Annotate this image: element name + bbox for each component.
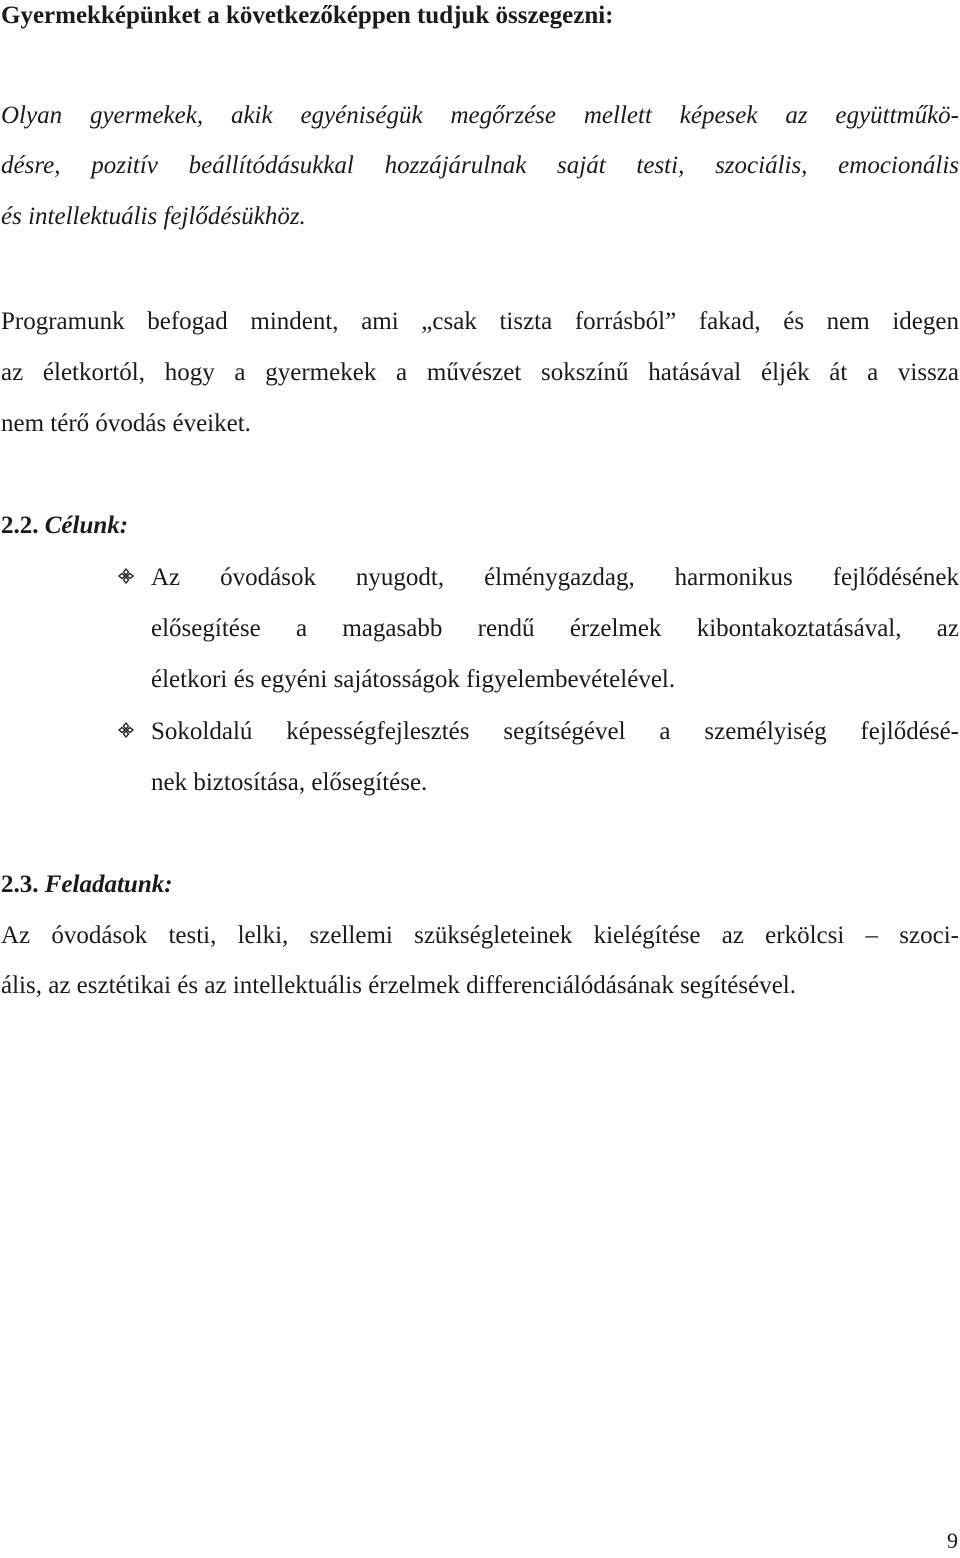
bullet-2-line-2: nek biztosítása, elősegítése. (151, 769, 428, 796)
diamond-bullet-icon (118, 722, 134, 738)
section-number: 2.3. (1, 871, 39, 898)
program-line-1: Programunk befogad mindent, ami „csak tiszta forrásból” fakad, és nem idegen (1, 308, 959, 335)
diamond-bullet-icon (118, 568, 134, 584)
section-number: 2.2. (1, 512, 39, 539)
bullet-1-line-1: Az óvodások nyugodt, élménygazdag, harmonikus fejlődésének (151, 564, 959, 591)
section-title: Feladatunk: (44, 871, 173, 898)
program-line-2: az életkortól, hogy a gyermekek a művészet sokszínű hatásával éljék át a vissza (1, 359, 959, 386)
section-feladatunk-heading (1, 869, 173, 901)
page-heading: Gyermekképünket a következőképpen tudjuk összegezni: (1, 2, 614, 29)
bullet-1-line-2: elősegítése a magasabb rendű érzelmek kibontakoztatásával, az (151, 615, 959, 642)
feladatunk-line-2: ális, az esztétikai és az intellektuális érzelmek differenciálódásának segítésével. (1, 972, 797, 999)
italic-line-2: désre, pozitív beállítódásukkal hozzájárulnak saját testi, szociális, emocionális (1, 152, 959, 179)
section-celunk-heading (1, 510, 128, 542)
page-number: 9 (947, 1528, 958, 1553)
section-title: Célunk: (44, 512, 129, 539)
feladatunk-line-1: Az óvodások testi, lelki, szellemi szükségleteinek kielégítése az erkölcsi – szoci- (1, 922, 959, 949)
bullet-2-line-1: Sokoldalú képességfejlesztés segítségével a személyiség fejlődésé- (151, 718, 959, 745)
program-line-3: nem térő óvodás éveiket. (1, 410, 251, 437)
italic-line-1: Olyan gyermekek, akik egyéniségük megőrzése mellett képesek az együttműkö- (1, 102, 959, 129)
italic-line-3: és intellektuális fejlődésükhöz. (1, 203, 306, 230)
bullet-1-line-3: életkori és egyéni sajátosságok figyelembevételével. (151, 666, 676, 693)
